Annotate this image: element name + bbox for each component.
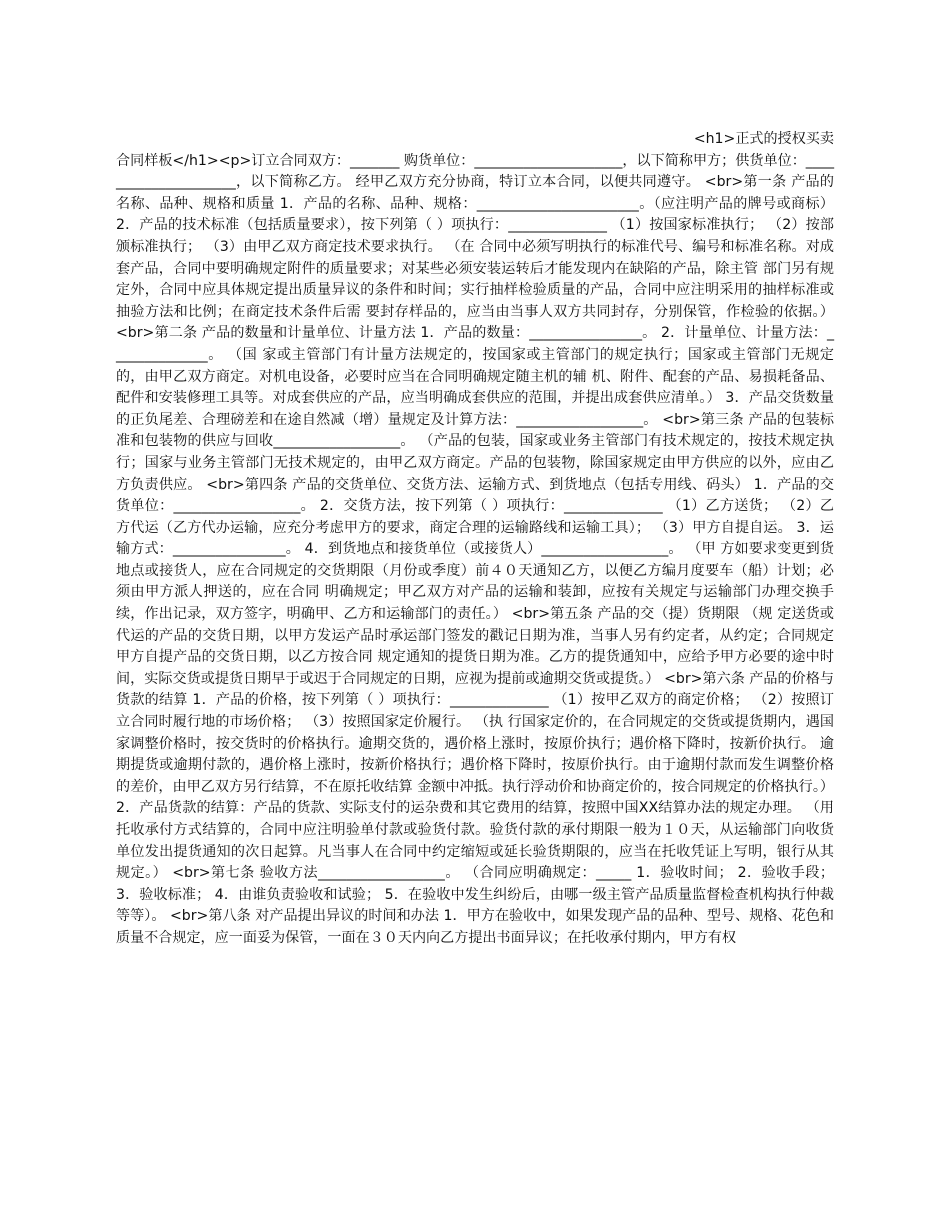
contract-document — [116, 129, 834, 950]
document-title-line: <h1>正式的授权买卖 — [693, 131, 834, 147]
document-body-text: 合同样板</h1><p>订立合同双方：_______ 购货单位：_____________________，以下简称甲方；供货单位：_____________________，以下简称乙方。 经甲乙双方充分协商，特订立本合同，以便共同遵守。 <br>第一条 产品的名称、品种、规格和质量 1．产品的名称、品种、规格：_______________________。（应注明产品的牌号或商标） 2．产品的技术标准（包括质量要求），按下列第（ ）项执行：______________ （1）按国家标准执行； （2）按部颁标准执行； （3）由甲乙双方商定技术要求执行。 （在 合同中必须写明执行的标准代号、编号和标准名称。对成套产品，合同中要明确规定附件的质量要求；对某些必须安装运转后才能发现内在缺陷的产品，除主管 部门另有规定外，合同中应具体规定提出质量异议的条件和时间；实行抽样检验质量的产品，合同中应注明采用的抽样标准或抽验方法和比例；在商定技术条件后需 要封存样品的，应当由当事人双方共同封存，分别保管，作检验的依据。） <br>第二条 产品的数量和计量单位、计量方法 1．产品的数量：________________。 2．计量单位、计量方法：______________。 （国 家或主管部门有计量方法规定的，按国家或主管部门的规定执行；国家或主管部门无规定的，由甲乙双方商定。对机电设备，必要时应当在合同明确规定随主机的辅 机、附件、配套的产品、易损耗备品、配件和安装修理工具等。对成套供应的产品，应当明确成套供应的范围，并提出成套供应清单。） 3．产品交货数量的正负尾差、合理磅差和在途自然减（增）量规定及计算方法：__________________。 <br>第三条 产品的包装标准和包装物的供应与回收__________________。 （产品的包装，国家或业务主管部门有技术规定的，按技术规定执行；国家与业务主管部门无技术规定的，由甲乙双方商定。产品的包装物，除国家规定由甲方供应的以外，应由乙方负责供应。 <br>第四条 产品的交货单位、交货方法、运输方式、到货地点（包括专用线、码头） 1．产品的交货单位：__________________。 2．交货方法，按下列第（ ）项执行：______________ （1）乙方送货； （2）乙方代运（乙方代办运输，应充分考虑甲方的要求，商定合理的运输路线和运输工具）； （3）甲方自提自运。 3．运输方式：________________。 4．到货地点和接货单位（或接货人）__________________。 （甲 方如要求变更到货地点或接货人，应在合同规定的交货期限（月份或季度）前４０天通知乙方，以便乙方编月度要车（船）计划；必须由甲方派人押送的，应在合同 明确规定；甲乙双方对产品的运输和装卸，应按有关规定与运输部门办理交换手续，作出记录，双方签字，明确甲、乙方和运输部门的责任。） <br>第五条 产品的交（提）货期限 （规 定送货或代运的产品的交货日期，以甲方发运产品时承运部门签发的戳记日期为准，当事人另有约定者，从约定；合同规定甲方自提产品的交货日期，以乙方按合同 规定通知的提货日期为准。乙方的提货通知中，应给予甲方必要的途中时间，实际交货或提货日期早于或迟于合同规定的日期，应视为提前或逾期交货或提货。） <br>第六条 产品的价格与货款的结算 1．产品的价格，按下列第（ ）项执行：______________ （1）按甲乙双方的商定价格； （2）按照订立合同时履行地的市场价格； （3）按照国家定价履行。 （执 行国家定价的，在合同规定的交货或提货期内，遇国家调整价格时，按交货时的价格执行。逾期交货的，遇价格上涨时，按原价执行；遇价格下降时，按新价执行。 逾期提货或逾期付款的，遇价格上涨时，按新价格执行；遇价格下降时，按原价执行。由于逾期付款而发生调整价格的差价，由甲乙双方另行结算，不在原托收结算 金额中冲抵。执行浮动价和协商定价的，按合同规定的价格执行。） 2．产品货款的结算：产品的货款、实际支付的运杂费和其它费用的结算，按照中国XX结算办法的规定办理。 （用托收承付方式结算的，合同中应注明验单付款或验货付款。验货付款的承付期限一般为１０天，从运输部门向收货单位发出提货通知的次日起算。凡当事人在合同中约定缩短或延长验货期限的，应当在托收凭证上写明，银行从其规定。） <br>第七条 验收方法__________________。 （合同应明确规定：_____ 1．验收时间； 2．验收手段； 3．验收标准； 4．由谁负责验收和试验； 5．在验收中发生纠纷后，由哪一级主管产品质量监督检查机构执行仲裁等等）。 <br>第八条 对产品提出异议的时间和办法 1．甲方在验收中，如果发现产品的品种、型号、规格、花色和质量不合规定，应一面妥为保管，一面在３０天内向乙方提出书面异议；在托收承付期内，甲方有权 — [116, 152, 834, 946]
